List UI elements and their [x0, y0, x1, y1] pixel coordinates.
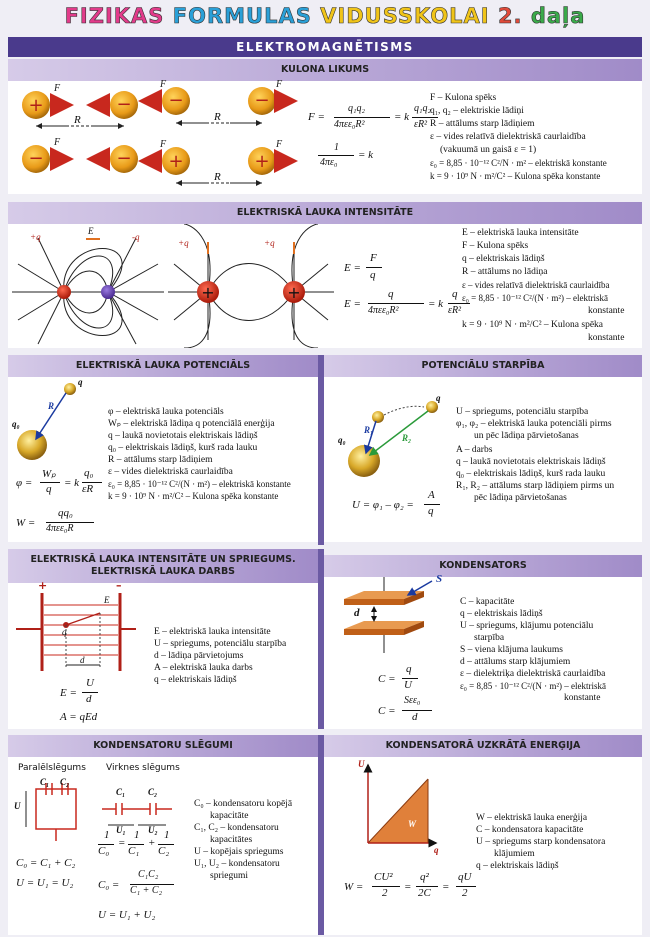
capacitor-plates-diagram: [324, 577, 444, 657]
plus-q-label: +q: [30, 232, 41, 242]
field-heading: ELEKTRISKĀ LAUKA INTENSITĀTE: [8, 202, 642, 224]
connections-heading: KONDENSATORU SLĒGUMI: [8, 735, 318, 757]
svg-text:−: −: [116, 94, 132, 115]
svg-text:−: −: [254, 90, 270, 111]
u1-label: U₁: [116, 825, 126, 835]
parallel-label: Paralēlslēgums: [18, 763, 86, 773]
q-axis-label: q: [434, 845, 439, 855]
page-title: [0, 4, 650, 28]
voltage-panel: + – E q d E – elektriskā lauka intensitāte U – spriegums, potenciālu starpība d – lādiņa pārvietojums A – elektriskā lauka darbs q – elektriskais lādiņš E = U d A = qEd: [8, 583, 318, 729]
capacitor-heading: KONDENSATORS: [324, 555, 642, 577]
coulomb-diagram: [8, 81, 298, 194]
energy-graph: [324, 757, 444, 857]
q-label: q: [62, 627, 67, 637]
positive-charge-icon: [57, 285, 71, 299]
negative-charge-icon: [101, 285, 115, 299]
svg-text:+: +: [287, 283, 301, 302]
difference-diagram: [324, 377, 444, 487]
potential-diagram: [8, 377, 88, 467]
plus-q-label: +q: [264, 238, 275, 248]
u-label: U: [14, 801, 21, 811]
voltage-heading-line2: ELEKTRISKĀ LAUKA DARBS: [90, 566, 236, 577]
svg-text:−: −: [28, 148, 44, 169]
field-lines-diagram: [8, 224, 338, 348]
svg-text:+: +: [28, 95, 44, 116]
plus-q-label: +q: [178, 238, 189, 248]
coulomb-heading: KULONA LIKUMS: [8, 59, 642, 81]
e-label: E: [104, 595, 110, 605]
u-axis-label: U: [358, 759, 365, 769]
d-label: d: [80, 655, 85, 665]
energy-panel: U q W W – elektriskā lauka enerģija C – kondensatora kapacitāte U – spriegums starp kondensatora klājumiem q – elektriskais lādiņš W = CU² 2 = q² 2C = qU 2: [324, 757, 642, 935]
plates-diagram: [8, 583, 138, 673]
s-label: S: [436, 573, 443, 585]
energy-heading: KONDENSATORĀ UZKRĀTĀ ENERĢIJA: [324, 735, 642, 757]
difference-panel: q q₀ R₁ R₂ U – spriegums, potenciālu starpība φ₁, φ₂ – elektriskā lauka potenciāli pirms un pēc lādiņa pārvietošanas A – darbs q – laukā novietotais elektriskais lādiņš q₀ – elektriskais lādiņš, kurš rada lauku R₁, R₂ – attālums starp lādiņiem pirms un pēc lādiņa pārvietošanas U = φ₁ – φ₂ = A q: [324, 377, 642, 542]
r-label: R: [48, 401, 55, 411]
w-area-label: W: [408, 819, 417, 829]
distance-label: R: [214, 171, 221, 183]
c2-label: C₂: [60, 777, 70, 787]
title-word-3: VIDUSSKOLAI: [320, 4, 490, 28]
r2-label: R₂: [402, 433, 412, 443]
svg-text:+: +: [168, 151, 184, 172]
section-title-bar: ELEKTROMAGNĒTISMS: [8, 37, 642, 57]
title-word-4: 2.: [497, 4, 523, 28]
r1-label: R₁: [364, 425, 374, 435]
c1-label: C₁: [40, 777, 50, 787]
c2-series-label: C₂: [148, 787, 158, 797]
svg-text:−: −: [116, 148, 132, 169]
capacitor-panel: S d C – kapacitāte q – elektriskais lādiņš U – spriegums, klājumu potenciālu starpība S – viena klājuma laukums d – attālums starp klājumiem ε – dielektriķa dielektriskā caurlaidība ε₀ = 8,85 · 10⁻¹² C²/(N · m²) – elektriskā konstante C = q U C = Sεε₀ d: [324, 577, 642, 729]
field-panel: + + +q -q E +q +q E = F q E = q 4πεε₀R² = k q εR² E – elektriskā lauka intensitāte F – Kulona spēks q – elektriskais lādiņš R – attālums no lādiņa ε – vides relatīvā dielektriskā caurlaidība ε₀ = 8,85 · 10⁻¹² C²/(N · m²) – elektriskā konstante k = 9 · 10⁹ N · m²/C² – Kulona spēka konstante: [8, 224, 642, 348]
difference-heading: POTENCIĀLU STARPĪBA: [324, 355, 642, 377]
distance-label: R: [214, 111, 221, 123]
connections-panel: Paralēlslēgums Virknes slēgums C₁ C₂ U C₁ C₂ U₁ U₂ C₀ – kondensatoru kopējā kapacitāte C₁, C₂ – kondensatoru kapacitātes U – kopējais spriegums U₁, U₂ – kondensatoru spriegumi C₀ = C₁ + C₂ U = U₁ = U₂ 1 C₀ = 1 C₁ + 1 C₂ C₀ = C₁C₂ C₁ + C₂ U = U₁ + U₂: [8, 757, 318, 935]
plus-label: +: [38, 579, 48, 592]
svg-text:−: −: [168, 90, 184, 111]
svg-text:+: +: [201, 283, 215, 302]
q0-label: q₀: [12, 419, 20, 429]
voltage-heading: [8, 549, 318, 583]
distance-label: R: [74, 114, 81, 126]
force-label: F: [276, 139, 283, 150]
force-label: F: [160, 79, 167, 90]
title-word-5: daļa: [530, 4, 586, 28]
u2-label: U₂: [148, 825, 158, 835]
charge-pair-repel-2: [22, 145, 138, 173]
q-label: q: [436, 393, 441, 403]
title-word-1: FIZIKAS: [64, 4, 165, 28]
force-label: F: [54, 137, 61, 148]
coulomb-panel: + − − − − − + + F F F F F F R R R F = q₁q₂ 4πεε₀R² = k q₁q₂ εR² 1 4πε₀ = k F – Kulona spēks q₁, q₂ – elektriskie lādiņi R – attālums starp lādiņiem ε – vides relatīvā dielektriskā caurlaidība (vakuumā un gaisā ε = 1) ε₀ = 8,85 · 10⁻¹² C²/N · m² – elektriskā konstante k = 9 · 10⁹ N · m²/C² – Kulona spēka konstante: [8, 81, 642, 194]
potential-panel: q q₀ R φ – elektriskā lauka potenciāls Wₚ – elektriskā lādiņa q potenciālā enerģija q – laukā novietotais elektriskais lādiņš q₀ – elektriskais lādiņš, kurš rada lauku R – attālums starp lādiņiem ε – vides dielektriskā caurlaidība ε₀ = 8,85 · 10⁻¹² C²/(N · m²) – elektriskā konstante k = 9 · 10⁹ N · m²/C² – Kulona spēka konstante φ = Wₚ q = k q₀ εR W = qq₀ 4πεε₀R: [8, 377, 318, 542]
force-label: F: [54, 83, 61, 94]
title-word-2: FORMULAS: [172, 4, 312, 28]
potential-heading: ELEKTRISKĀ LAUKA POTENCIĀLS: [8, 355, 318, 377]
minus-q-label: -q: [132, 232, 140, 242]
c1-series-label: C₁: [116, 787, 126, 797]
svg-text:+: +: [254, 151, 270, 172]
force-label: F: [276, 79, 283, 90]
q-label: q: [78, 377, 83, 387]
voltage-heading-line1: ELEKTRISKĀ LAUKA INTENSITĀTE UN SPRIEGUMS.: [30, 554, 296, 565]
force-label: F: [160, 139, 167, 150]
minus-label: –: [116, 579, 122, 592]
series-label: Virknes slēgums: [106, 763, 180, 773]
q0-label: q₀: [338, 435, 346, 445]
e-label: E: [88, 226, 94, 236]
d-label: d: [354, 607, 360, 619]
circuit-diagrams: [8, 775, 188, 855]
